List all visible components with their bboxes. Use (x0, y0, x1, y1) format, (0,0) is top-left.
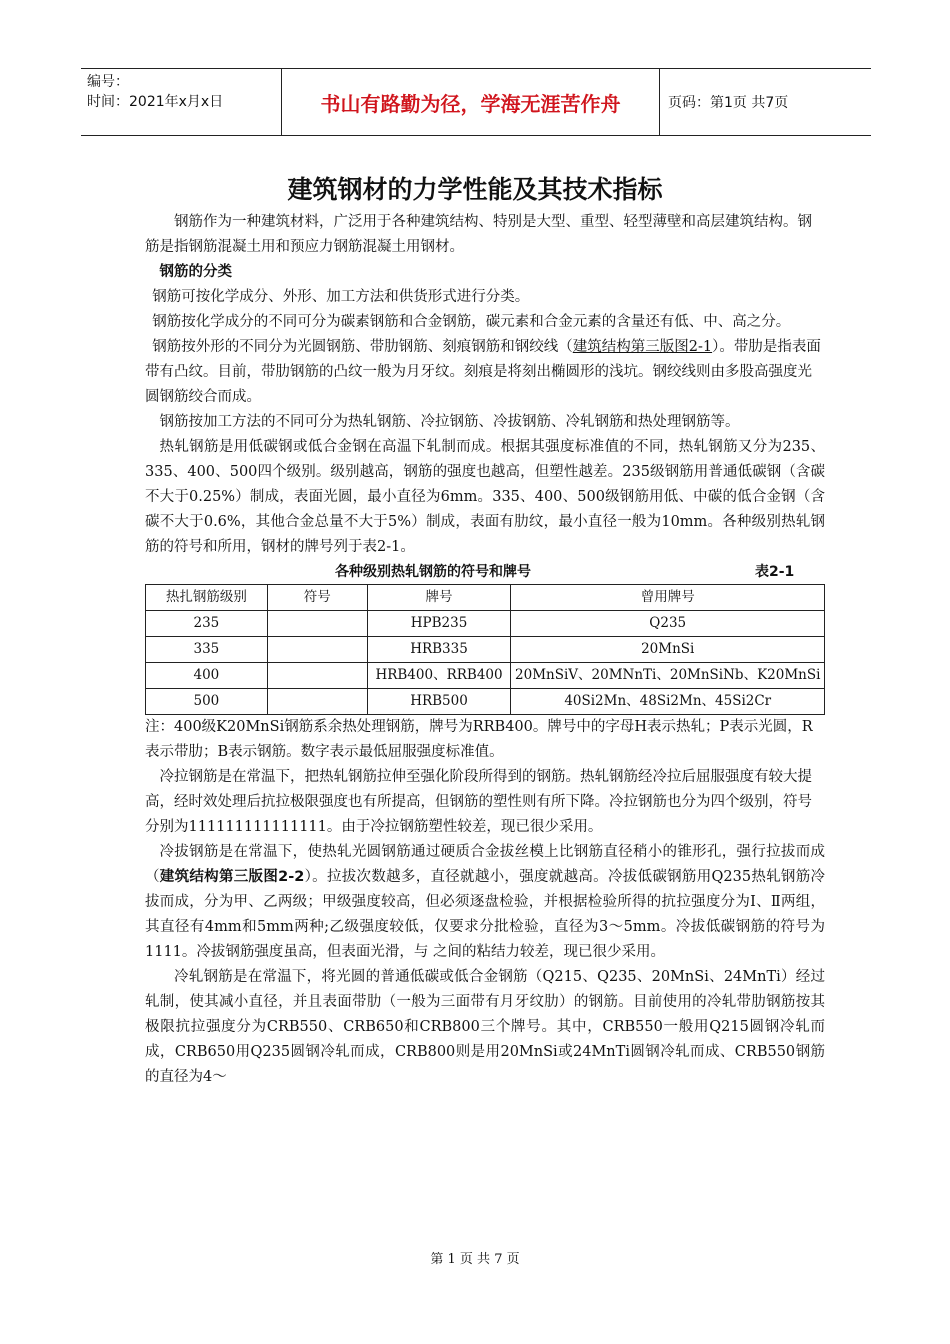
table-cell: Q235 (511, 611, 825, 637)
table-note: 注：400级K20MnSi钢筋系余热处理钢筋，牌号为RRB400。牌号中的字母H表示热轧；P表示光圆，R表示带肋；B表示钢筋。数字表示最低屈服强度标准值。 (145, 719, 813, 760)
paragraph-8: 冷轧钢筋是在常温下，将光圆的普通低碳或低合金钢筋（Q215、Q235、20MnSi、24MnTi）经过轧制，使其减小直径，并且表面带肋（一般为三面带有月牙纹肋）的钢筋。目前使用的冷轧带肋钢筋按其极限抗拉强度分为CRB550、CRB650和CRB800三个牌号。其中，CRB550一般用Q215圆钢冷轧而成，CRB650用Q235圆钢冷轧而成，CRB800则是用20MnSi或24MnTi圆钢冷轧而成、CRB550钢筋的直径为4～ (145, 969, 825, 1085)
paragraph-7-a: 冷拔钢筋是在常温下，使热轧光圆钢筋通过硬质合金拔丝模上比钢筋直径稍小的锥形孔，强行拉拔而成（ (145, 844, 825, 885)
header-number-label: 编号： (87, 74, 129, 90)
figure-reference-bold: 建筑结构第三版图2-2 (159, 869, 305, 885)
table-caption (145, 560, 825, 584)
paragraph-5: 热轧钢筋是用低碳钢或低合金钢在高温下轧制而成。根据其强度标准值的不同，热轧钢筋又分为235、335、400、500四个级别。级别越高，钢筋的强度也越高，但塑性越差。235级钢筋用普通低碳钢（含碳不大于0.25%）制成，表面光圆，最小直径为6mm。335、400、500级钢筋用低、中碳的低合金钢（含碳不大于0.6%，其他合金总量不大于5%）制成，表面有肋纹，最小直径一般为10mm。各种级别热轧钢筋的符号和所用，钢材的牌号列于表2-1。 (145, 439, 825, 555)
document-body (145, 210, 825, 1090)
table-caption-title: 各种级别热轧钢筋的符号和牌号 (335, 564, 531, 580)
table-header-cell: 牌号 (367, 585, 511, 611)
header-time-label: 时间：2021年x月x日 (87, 94, 224, 110)
table-row (146, 663, 825, 689)
table-header-cell: 曾用牌号 (511, 585, 825, 611)
table-cell (267, 637, 367, 663)
header-meta (81, 69, 281, 135)
paragraph-7 (145, 840, 825, 965)
header-motto: 书山有路勤为径，学海无涯苦作舟 (281, 69, 660, 135)
document-title: 建筑钢材的力学性能及其技术指标 (287, 175, 663, 204)
table-header-row (146, 585, 825, 611)
table-cell (267, 611, 367, 637)
table-cell: 20MnSiV、20MNnTi、20MnSiNb、K20MnSi (511, 663, 825, 689)
table-row (146, 611, 825, 637)
table-cell: 20MnSi (511, 637, 825, 663)
table-cell: 235 (146, 611, 268, 637)
table-header-cell: 热扎钢筋级别 (146, 585, 268, 611)
table-cell: HRB335 (367, 637, 511, 663)
header-page-label: 页码：第1页 共7页 (668, 95, 789, 111)
table-header-cell: 符号 (267, 585, 367, 611)
page-header (81, 68, 871, 136)
section-heading: 钢筋的分类 (159, 264, 232, 280)
table-cell: 335 (146, 637, 268, 663)
table-cell: HPB235 (367, 611, 511, 637)
table-cell (267, 689, 367, 715)
table-cell: HRB400、RRB400 (367, 663, 511, 689)
table-cell (267, 663, 367, 689)
table-row (146, 637, 825, 663)
table-cell: 40Si2Mn、48Si2Mn、45Si2Cr (511, 689, 825, 715)
table-cell: 400 (146, 663, 268, 689)
table-cell: HRB500 (367, 689, 511, 715)
table-cell: 500 (146, 689, 268, 715)
page-footer: 第 1 页 共 7 页 (430, 1252, 520, 1267)
figure-reference-link[interactable]: 建筑结构第三版图2-1 (572, 339, 713, 355)
paragraph-2: 钢筋按化学成分的不同可分为碳素钢筋和合金钢筋，碳元素和合金元素的含量还有低、中、高之分。 (152, 314, 791, 330)
intro-paragraph: 钢筋作为一种建筑材料，广泛用于各种建筑结构、特别是大型、重型、轻型薄壁和高层建筑结构。钢筋是指钢筋混凝土用和预应力钢筋混凝土用钢材。 (145, 214, 812, 255)
paragraph-4: 钢筋按加工方法的不同可分为热轧钢筋、冷拉钢筋、冷拔钢筋、冷轧钢筋和热处理钢筋等。 (159, 414, 740, 430)
paragraph-3-b: ）。带肋是指表面带有凸纹。目前，带肋钢筋的凸纹一般为月牙纹。刻痕是将刻出椭圆形的浅坑。钢绞线则由多股高强度光圆钢筋绞合而成。 (145, 339, 821, 405)
table-row (146, 689, 825, 715)
paragraph-3 (145, 335, 825, 410)
paragraph-3-a: 钢筋按外形的不同分为光圆钢筋、带肋钢筋、刻痕钢筋和钢绞线（ (152, 339, 573, 355)
rebar-grade-table (145, 584, 825, 715)
paragraph-7-b: ）。拉拔次数越多，直径就越小，强度就越高。冷拔低碳钢筋用Q235热轧钢筋冷拔而成，分为甲、乙两级；甲级强度较高，但必须逐盘检验，并根据检验所得的抗拉强度分为Ⅰ、Ⅱ两组，其直径有4mm和5mm两种;乙级强度较低，仅要求分批检验，直径为3～5mm。冷拔低碳钢筋的符号为1111。冷拔钢筋强度虽高，但表面光滑，与 之间的粘结力较差，现已很少采用。 (145, 869, 826, 960)
paragraph-1: 钢筋可按化学成分、外形、加工方法和供货形式进行分类。 (152, 289, 530, 305)
table-caption-number: 表2-1 (755, 564, 795, 580)
paragraph-6: 冷拉钢筋是在常温下，把热轧钢筋拉伸至强化阶段所得到的钢筋。热轧钢筋经冷拉后屈服强度有较大提高，经时效处理后抗拉极限强度也有所提高，但钢筋的塑性则有所下降。冷拉钢筋也分为四个级别，符号分别为111111111111111。由于冷拉钢筋塑性较差，现已很少采用。 (145, 769, 812, 835)
